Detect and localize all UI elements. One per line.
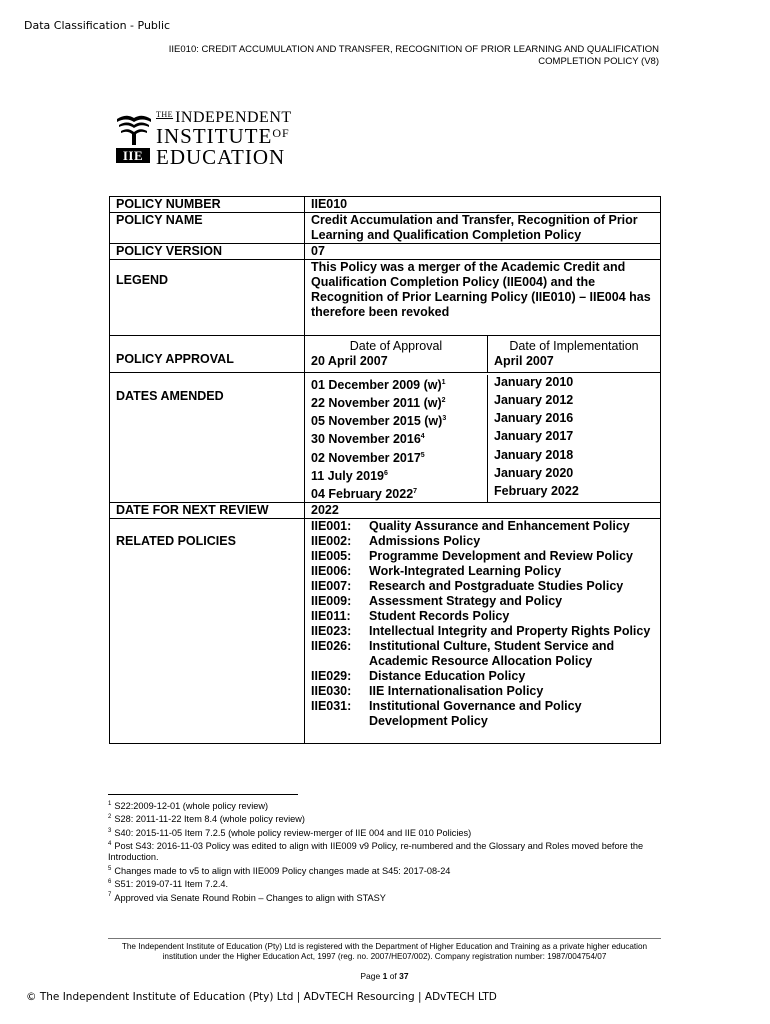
- related-policy-name: Quality Assurance and Enhancement Policy: [369, 519, 630, 534]
- approval-subtable: [305, 336, 660, 372]
- document-header-line2: COMPLETION POLICY (V8): [538, 56, 659, 67]
- footnote-number: 3: [108, 827, 112, 834]
- related-policies-cell: [305, 519, 661, 744]
- logo-book-icon: [116, 113, 152, 147]
- footnote: [108, 890, 648, 903]
- amended-implementation: January 2012: [494, 393, 574, 408]
- footnote: [108, 799, 648, 812]
- related-policy-code: IIE023:: [311, 624, 352, 639]
- related-policy-name: Institutional Governance and Policy Development Policy: [369, 699, 582, 729]
- related-policy-name: Institutional Culture, Student Service and Academic Resource Allocation Policy: [369, 639, 615, 669]
- footnote-text: S22:2009-12-01 (whole policy review): [114, 801, 269, 812]
- footnote-ref: 1: [441, 379, 446, 386]
- logo-iie-mark: IIE: [116, 148, 150, 163]
- amended-row: [305, 411, 660, 429]
- related-policies-list: [311, 519, 654, 729]
- related-policy-code: IIE007:: [311, 579, 352, 594]
- dates-amended-label: DATES AMENDED: [110, 373, 305, 503]
- page-number: [108, 971, 661, 981]
- related-policy-code: IIE009:: [311, 594, 352, 609]
- footnote: [108, 812, 648, 825]
- amended-date-text: 30 November 2016: [311, 432, 421, 447]
- policy-approval-cell: [305, 336, 661, 373]
- policy-table: [109, 196, 661, 744]
- footnote-number: 6: [108, 879, 112, 886]
- date-of-implementation-header: Date of Implementation: [509, 339, 639, 353]
- logo-institute: INSTITUTE: [156, 124, 273, 148]
- related-policy-name: IIE Internationalisation Policy: [369, 684, 544, 699]
- row-policy-number: [110, 197, 661, 213]
- footnote-text: Changes made to v5 to align with IIE009 Policy changes made at S45: 2017-08-24: [114, 865, 451, 876]
- related-policies-label: RELATED POLICIES: [110, 519, 305, 744]
- amended-date: [305, 429, 488, 447]
- logo-text-education: EDUCATION: [156, 145, 286, 169]
- page-of: of: [389, 971, 397, 981]
- related-policy-code: IIE011:: [311, 609, 351, 624]
- amended-row: [305, 393, 660, 411]
- amended-date-text: 22 November 2011 (w): [311, 396, 442, 411]
- related-policy-code: IIE001:: [311, 519, 352, 534]
- page-current: 1: [382, 971, 388, 981]
- amended-implementation: January 2018: [494, 447, 574, 462]
- footnote-number: 1: [108, 801, 112, 807]
- row-policy-name: [110, 213, 661, 244]
- amended-row: [305, 448, 660, 466]
- related-policy-code: IIE031:: [311, 699, 352, 714]
- row-policy-version: [110, 244, 661, 260]
- policy-name-label: POLICY NAME: [110, 213, 305, 244]
- page-prefix: Page: [360, 971, 381, 981]
- legend-value: This Policy was a merger of the Academic Credit and Qualification Completion Policy (IIE004) and the Recognition of Prior Learning Policy (IIE010) – IIE004 has therefore been revoked: [305, 260, 661, 336]
- policy-name-value: Credit Accumulation and Transfer, Recognition of Prior Learning and Qualification Completion Policy: [305, 213, 661, 244]
- related-policy-code: IIE030:: [311, 684, 352, 699]
- policy-approval-label: POLICY APPROVAL: [110, 336, 305, 373]
- footnote-ref: 6: [383, 469, 388, 477]
- footnote: [108, 864, 648, 877]
- logo-of: OF: [272, 126, 290, 140]
- footnote-ref: 3: [442, 415, 447, 423]
- amended-implementation: February 2022: [494, 483, 579, 498]
- footnote: [108, 877, 648, 890]
- amended-row: [305, 375, 660, 393]
- footer-registration-text: The Independent Institute of Education (Pty) Ltd is registered with the Department of Higher Education and Training as a private higher education institution under the Higher Education Act, 1997 (reg. no. 2007/HE07/002). Company registration number: 1987/004754/07: [121, 942, 648, 961]
- amended-implementation: January 2016: [494, 411, 574, 426]
- amended-date: [305, 466, 488, 484]
- related-policy-code: IIE006:: [311, 564, 352, 579]
- footnote-text: Approved via Senate Round Robin – Changes to align with STASY: [114, 892, 386, 903]
- footnote-text: Post S43: 2016-11-03 Policy was edited to align with IIE009 v9 Policy, re-numbered and the Glossary and Roles moved before the Introduction.: [108, 841, 644, 863]
- footnote-rule: [108, 794, 298, 795]
- footnote-text: S28: 2011-11-22 Item 8.4 (whole policy review): [114, 814, 305, 825]
- legend-label: LEGEND: [110, 260, 305, 336]
- related-policy-name: Assessment Strategy and Policy: [369, 594, 563, 609]
- amended-date-text: 05 November 2015 (w): [311, 414, 443, 429]
- policy-number-label: POLICY NUMBER: [110, 197, 305, 213]
- amended-date: [305, 484, 488, 502]
- related-policy-name: Student Records Policy: [369, 609, 510, 624]
- row-legend: [110, 260, 661, 336]
- amended-subtable: [305, 375, 660, 502]
- amended-date-text: 02 November 2017: [311, 450, 421, 465]
- amended-date-text: 04 February 2022: [311, 487, 414, 502]
- related-policy-name: Distance Education Policy: [369, 669, 526, 684]
- amended-row: [305, 484, 660, 502]
- footnote-number: 7: [108, 892, 112, 899]
- approval-date: 20 April 2007: [305, 354, 488, 372]
- footnote-number: 5: [108, 865, 112, 872]
- related-policy-code: IIE029:: [311, 669, 352, 684]
- amended-implementation: January 2010: [494, 375, 574, 389]
- amended-date-text: 01 December 2009 (w): [311, 378, 442, 393]
- policy-version-value: 07: [305, 244, 661, 260]
- amended-date: [305, 448, 488, 466]
- amended-implementation: January 2017: [494, 429, 574, 444]
- amended-date-text: 11 July 2019: [311, 468, 384, 483]
- next-review-label: DATE FOR NEXT REVIEW: [110, 503, 305, 519]
- amended-row: [305, 429, 660, 447]
- related-policy-code: IIE005:: [311, 549, 352, 564]
- related-policy-name: Intellectual Integrity and Property Rights Policy: [369, 624, 651, 639]
- row-related-policies: [110, 519, 661, 744]
- data-classification: Data Classification - Public: [24, 19, 171, 32]
- footnote-ref: 5: [420, 451, 425, 459]
- policy-number-value: IIE010: [305, 197, 661, 213]
- amended-date: [305, 393, 488, 411]
- footnote: [108, 839, 648, 864]
- footnote-number: 4: [108, 841, 112, 848]
- related-policy-name: Admissions Policy: [369, 534, 481, 549]
- related-policy-name: Work-Integrated Learning Policy: [369, 564, 562, 579]
- footnote-ref: 4: [420, 433, 425, 441]
- related-policy-code: IIE026:: [311, 639, 352, 654]
- amended-implementation: January 2020: [494, 465, 574, 480]
- document-header: [99, 44, 659, 68]
- footnote-text: S51: 2019-07-11 Item 7.2.4.: [114, 879, 229, 890]
- next-review-value: 2022: [305, 503, 661, 519]
- related-policy-name: Programme Development and Review Policy: [369, 549, 633, 564]
- row-policy-approval: [110, 336, 661, 373]
- related-policy-code: IIE002:: [311, 534, 352, 549]
- date-of-approval-header: Date of Approval: [305, 336, 488, 354]
- footnote-ref: 2: [441, 397, 446, 405]
- implementation-date: April 2007: [494, 354, 554, 368]
- page-total: 37: [399, 971, 409, 981]
- logo-the: THE: [156, 110, 174, 119]
- footnote-number: 2: [108, 814, 112, 821]
- row-dates-amended: [110, 373, 661, 503]
- footer-rule: [108, 938, 661, 939]
- document-header-line1: IIE010: CREDIT ACCUMULATION AND TRANSFER, RECOGNITION OF PRIOR LEARNING AND QUALIFICATION: [168, 44, 659, 55]
- dates-amended-cell: [305, 373, 661, 503]
- amended-date: [305, 375, 488, 393]
- amended-date: [305, 411, 488, 429]
- amended-row: [305, 466, 660, 484]
- footnote-text: S40: 2015-11-05 Item 7.2.5 (whole policy review-merger of IIE 004 and IIE 010 Policies): [114, 827, 472, 838]
- row-next-review: [110, 503, 661, 519]
- footnote: [108, 826, 648, 839]
- logo-independent: INDEPENDENT: [175, 109, 292, 126]
- footnote-ref: 7: [413, 487, 418, 495]
- policy-version-label: POLICY VERSION: [110, 244, 305, 260]
- copyright-notice: © The Independent Institute of Education (Pty) Ltd | ADvTECH Resourcing | ADvTECH LTD: [26, 991, 497, 1003]
- related-policy-name: Research and Postgraduate Studies Policy: [369, 579, 624, 594]
- footnotes: [108, 799, 648, 904]
